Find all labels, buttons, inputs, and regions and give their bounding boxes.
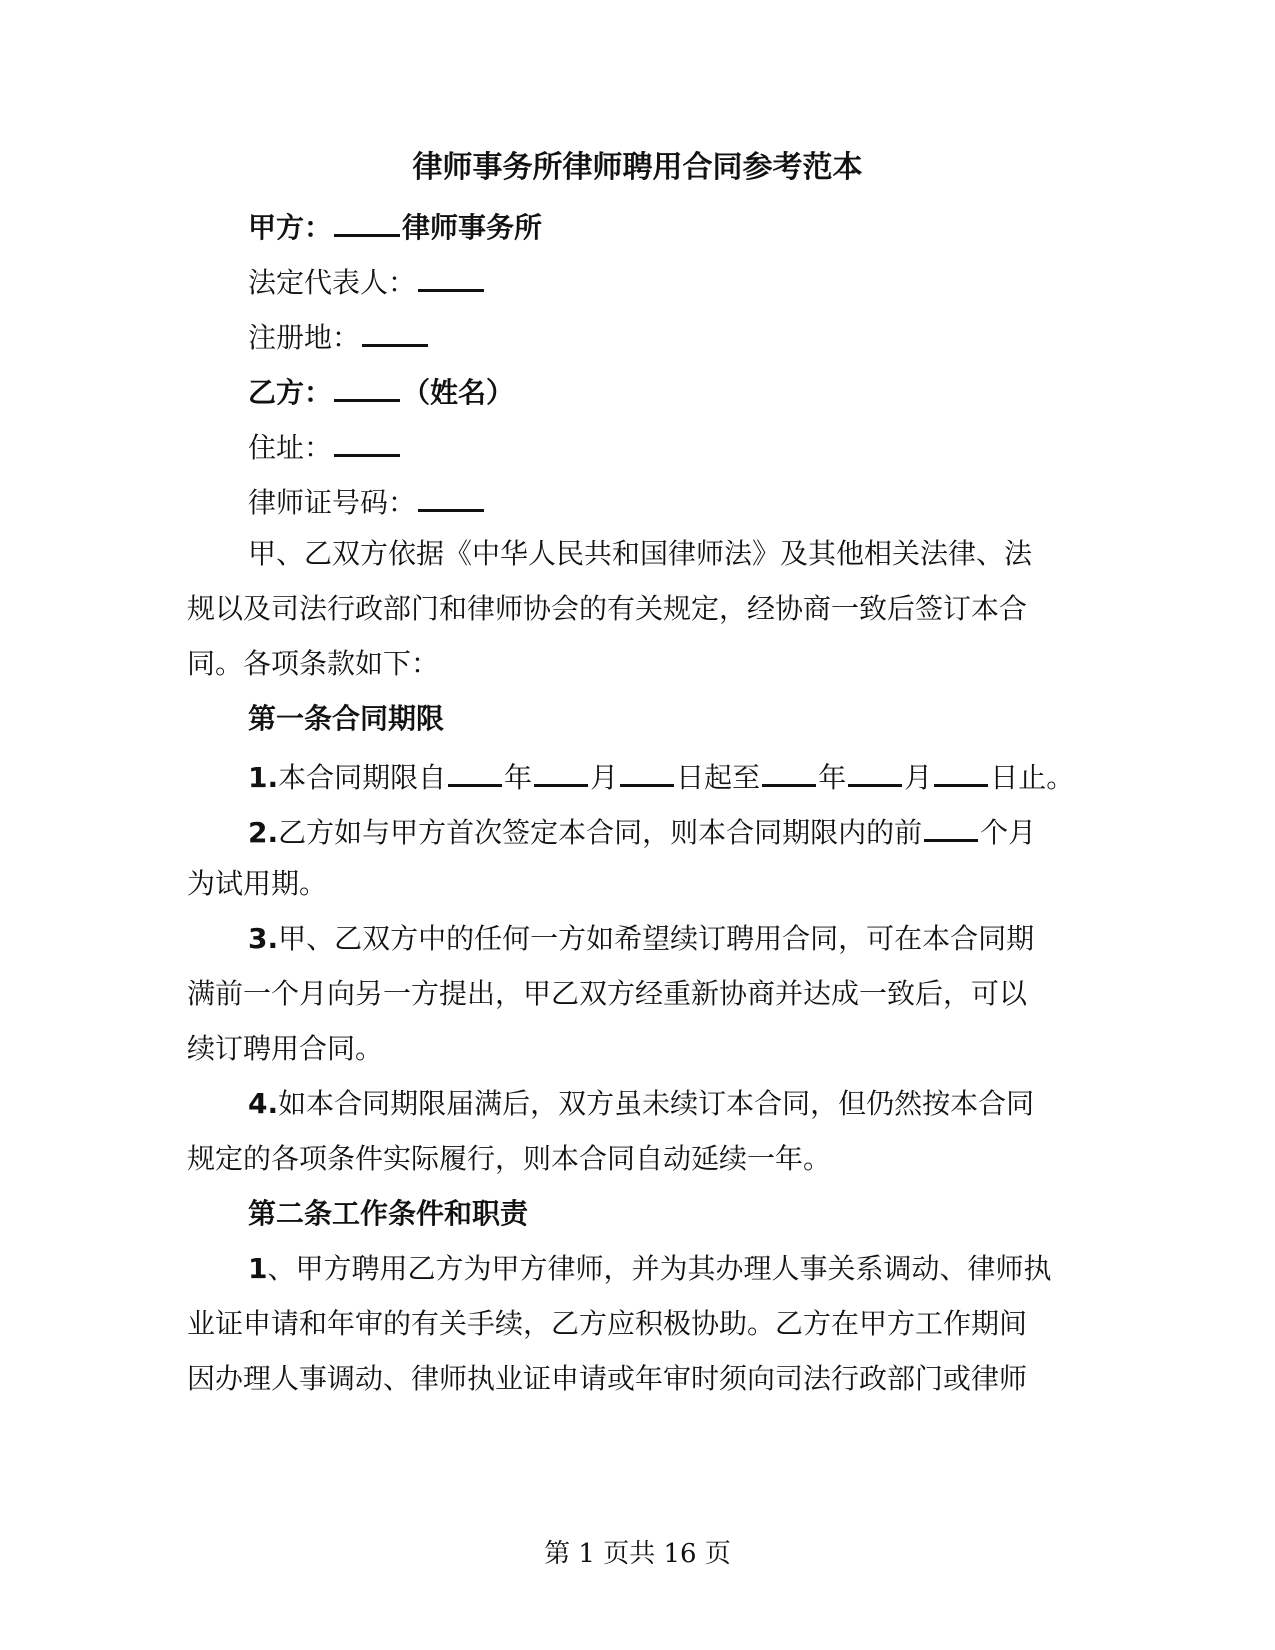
item-number: 1 bbox=[248, 1252, 268, 1285]
party-b-label: 乙方： bbox=[248, 376, 333, 409]
item-text: 年 bbox=[504, 761, 533, 794]
item-text: 年 bbox=[818, 761, 847, 794]
month-blank bbox=[848, 754, 902, 787]
license-line bbox=[248, 479, 1088, 523]
item-text: 甲、乙双方中的任何一方如希望续订聘用合同，可在本合同期 bbox=[278, 922, 1035, 955]
months-blank bbox=[924, 809, 978, 842]
intro-line-2: 规以及司法行政部门和律师协会的有关规定，经协商一致后签订本合 bbox=[187, 592, 1028, 625]
party-b-blank bbox=[334, 369, 400, 402]
article1-heading: 第一条合同期限 bbox=[248, 702, 445, 735]
address-blank bbox=[334, 424, 400, 457]
item-number: 4. bbox=[248, 1087, 279, 1120]
article1-item4-line2: 规定的各项条件实际履行，则本合同自动延续一年。 bbox=[187, 1142, 832, 1175]
article1-item4-line1 bbox=[248, 1084, 1088, 1124]
reg-address-label: 注册地： bbox=[248, 321, 361, 354]
reg-address-blank bbox=[362, 314, 428, 347]
party-b-suffix: （姓名） bbox=[402, 376, 515, 409]
address-label: 住址： bbox=[248, 431, 333, 464]
intro-line-1: 甲、乙双方依据《中华人民共和国律师法》及其他相关法律、法 bbox=[248, 537, 1033, 570]
address-line bbox=[248, 424, 1088, 468]
article1-item2-line1 bbox=[248, 809, 1088, 853]
document-title: 律师事务所律师聘用合同参考范本 bbox=[412, 150, 863, 185]
item-text: 日起至 bbox=[676, 761, 761, 794]
article1-item3-line2: 满前一个月向另一方提出，甲乙双方经重新协商并达成一致后，可以 bbox=[187, 977, 1028, 1010]
license-label: 律师证号码： bbox=[248, 486, 417, 519]
item-text: 乙方如与甲方首次签定本合同，则本合同期限内的前 bbox=[278, 816, 923, 849]
party-a-blank bbox=[334, 204, 400, 237]
intro-line-3: 同。各项条款如下： bbox=[187, 647, 440, 680]
article1-item2-line2: 为试用期。 bbox=[187, 867, 328, 900]
year-blank bbox=[762, 754, 816, 787]
item-text: 日止。 bbox=[990, 761, 1075, 794]
article1-item1 bbox=[248, 754, 1088, 798]
item-number: 2. bbox=[248, 816, 279, 849]
article2-item1-line3: 因办理人事调动、律师执业证申请或年审时须向司法行政部门或律师 bbox=[187, 1362, 1028, 1395]
item-text: 本合同期限自 bbox=[278, 761, 447, 794]
item-text: 月 bbox=[590, 761, 619, 794]
party-a-line bbox=[248, 204, 1088, 248]
item-number: 1. bbox=[248, 761, 279, 794]
year-blank bbox=[448, 754, 502, 787]
month-blank bbox=[534, 754, 588, 787]
reg-address-line bbox=[248, 314, 1088, 358]
party-a-label: 甲方： bbox=[248, 211, 333, 244]
legal-rep-line bbox=[248, 259, 1088, 303]
article1-item3-line3: 续订聘用合同。 bbox=[187, 1032, 384, 1065]
item-text: 如本合同期限届满后，双方虽未续订本合同，但仍然按本合同 bbox=[278, 1087, 1035, 1120]
article2-item1-line2: 业证申请和年审的有关手续，乙方应积极协助。乙方在甲方工作期间 bbox=[187, 1307, 1028, 1340]
item-number: 3. bbox=[248, 922, 279, 955]
article1-item3-line1 bbox=[248, 919, 1088, 959]
day-blank bbox=[934, 754, 988, 787]
license-blank bbox=[418, 479, 484, 512]
article2-item1-line1 bbox=[248, 1249, 1088, 1289]
item-text: 个月 bbox=[980, 816, 1037, 849]
legal-rep-label: 法定代表人： bbox=[248, 266, 417, 299]
legal-rep-blank bbox=[418, 259, 484, 292]
party-b-line bbox=[248, 369, 1088, 413]
item-text: 、甲方聘用乙方为甲方律师，并为其办理人事关系调动、律师执 bbox=[267, 1252, 1052, 1285]
page-footer: 第 1 页共 16 页 bbox=[544, 1539, 731, 1569]
party-a-suffix: 律师事务所 bbox=[402, 211, 543, 244]
day-blank bbox=[620, 754, 674, 787]
item-text: 月 bbox=[904, 761, 933, 794]
article2-heading: 第二条工作条件和职责 bbox=[248, 1197, 529, 1230]
